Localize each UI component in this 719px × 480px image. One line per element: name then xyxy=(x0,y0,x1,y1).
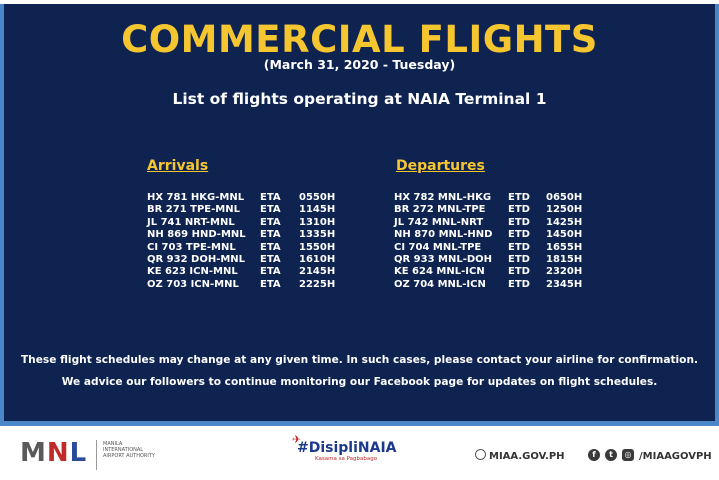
flight-time: 1310H xyxy=(299,216,336,228)
flight-time: 2345H xyxy=(546,278,583,290)
etd-label: ETD xyxy=(508,266,530,278)
flight-code: BR 272 MNL-TPE xyxy=(394,204,486,216)
flight-code: OZ 704 MNL-ICN xyxy=(394,278,486,290)
eta-label: ETA xyxy=(260,204,281,216)
flight-code: HX 782 MNL-HKG xyxy=(394,192,492,203)
poster-date: (March 31, 2020 - Tuesday) xyxy=(263,57,456,72)
arrivals-heading: Arrivals xyxy=(147,158,209,174)
flight-code: NH 869 HND-MNL xyxy=(147,229,246,241)
flight-code: JL 742 MNL-NRT xyxy=(394,216,484,228)
flight-code: BR 271 TPE-MNL xyxy=(147,204,240,216)
flight-code: KE 623 ICN-MNL xyxy=(147,266,238,278)
poster-subtitle: List of flights operating at NAIA Terminal 1 xyxy=(172,90,547,108)
flight-code: JL 741 NRT-MNL xyxy=(147,216,235,228)
logo-letter-l: L xyxy=(69,438,88,468)
eta-label: ETA xyxy=(260,278,281,290)
logo-letter-m: M xyxy=(20,438,47,468)
flight-code: QR 933 MNL-DOH xyxy=(394,253,493,265)
flight-time: 2225H xyxy=(299,278,336,290)
flight-code: CI 704 MNL-TPE xyxy=(394,241,482,253)
airplane-icon: ✈ xyxy=(292,433,302,446)
twitter-icon[interactable]: t xyxy=(605,449,617,461)
flight-time: 1610H xyxy=(299,253,336,265)
departures-heading: Departures xyxy=(396,158,485,174)
etd-label: ETD xyxy=(508,204,530,216)
flight-time: 0650H xyxy=(546,192,583,203)
miaa-logo xyxy=(20,438,87,468)
flight-code: QR 932 DOH-MNL xyxy=(147,253,246,265)
eta-label: ETA xyxy=(260,253,281,265)
eta-label: ETA xyxy=(260,266,281,278)
flight-time: 1145H xyxy=(299,204,336,216)
facebook-icon[interactable]: f xyxy=(588,449,600,461)
etd-label: ETD xyxy=(508,192,530,203)
flight-code: CI 703 TPE-MNL xyxy=(147,241,236,253)
flight-time: 0550H xyxy=(299,192,336,203)
flight-code: HX 781 HKG-MNL xyxy=(147,192,245,203)
flight-time: 2145H xyxy=(299,266,336,278)
flight-time: 1250H xyxy=(546,204,583,216)
logo-divider xyxy=(96,440,97,470)
campaign-hashtag: #DisipliNAIA xyxy=(297,440,397,456)
eta-label: ETA xyxy=(260,241,281,253)
etd-label: ETD xyxy=(508,278,530,290)
flight-time: 1815H xyxy=(546,253,583,265)
eta-label: ETA xyxy=(260,192,281,203)
flight-code: OZ 703 ICN-MNL xyxy=(147,278,239,290)
campaign-tagline: Kasama sa Pagbabago xyxy=(315,456,378,462)
logo-letter-n: N xyxy=(46,438,70,468)
etd-label: ETD xyxy=(508,253,530,265)
instagram-icon[interactable]: ◎ xyxy=(622,449,634,461)
flight-time: 2320H xyxy=(546,266,583,278)
etd-label: ETD xyxy=(508,216,530,228)
campaign-logo xyxy=(297,440,397,462)
flight-time: 1450H xyxy=(546,229,583,241)
eta-label: ETA xyxy=(260,229,281,241)
etd-label: ETD xyxy=(508,229,530,241)
flight-code: NH 870 MNL-HND xyxy=(394,229,493,241)
flight-time: 1655H xyxy=(546,241,583,253)
website-link[interactable]: MIAA.GOV.PH xyxy=(489,451,565,462)
flight-code: KE 624 MNL-ICN xyxy=(394,266,485,278)
etd-label: ETD xyxy=(508,241,530,253)
poster-title: COMMERCIAL FLIGHTS xyxy=(121,18,598,61)
authority-name: MANILA INTERNATIONAL AIRPORT AUTHORITY xyxy=(103,441,155,459)
facebook-advisory: We advice our followers to continue monitoring our Facebook page for updates on flight schedules. xyxy=(61,376,658,388)
globe-icon xyxy=(475,449,486,460)
flight-time: 1335H xyxy=(299,229,336,241)
eta-label: ETA xyxy=(260,216,281,228)
flight-time: 1425H xyxy=(546,216,583,228)
social-handle[interactable]: /MIAAGOVPH xyxy=(639,451,712,462)
flight-time: 1550H xyxy=(299,241,336,253)
schedule-disclaimer: These flight schedules may change at any given time. In such cases, please contact your airline for confirmation. xyxy=(20,354,699,366)
